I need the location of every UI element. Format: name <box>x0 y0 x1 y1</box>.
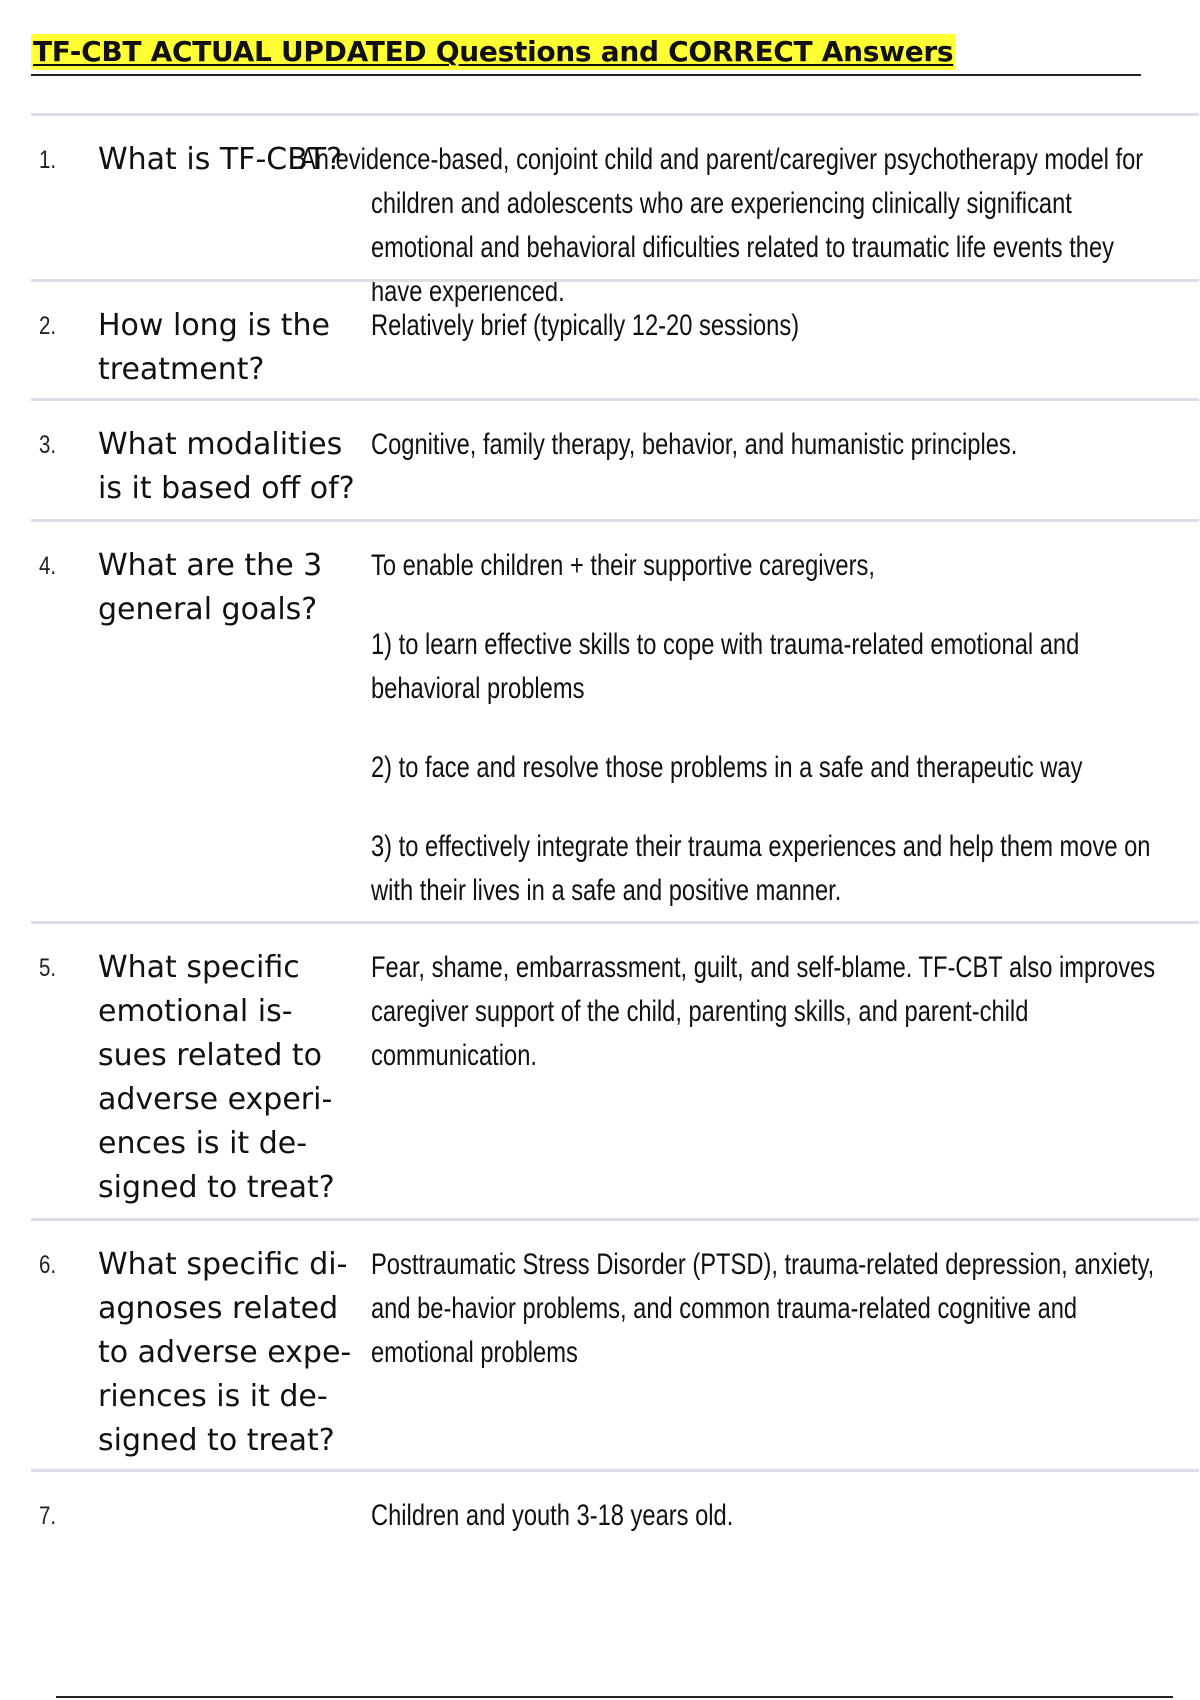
qa-answer <box>371 544 1169 913</box>
qa-answer-paragraph: Children and youth 3-18 years old. <box>371 1499 734 1532</box>
qa-answer-paragraph: Cognitive, family therapy, behavior, and humanistic principles. <box>371 428 1018 461</box>
qa-answer-paragraph: Fear, shame, embarrassment, guilt, and self-blame. TF-CBT also improves caregiver support of the child, parenting skills, and parent-child communication. <box>371 951 1156 1072</box>
qa-number: 5. <box>39 954 57 982</box>
qa-row-7 <box>31 1469 1199 1569</box>
document-title: TF-CBT ACTUAL UPDATED Questions and CORRECT Answers <box>33 35 954 68</box>
qa-number: 2. <box>39 312 57 340</box>
qa-question: What specific emotional is-sues related to adverse experi-ences is it de-signed to treat? <box>98 950 335 1205</box>
qa-answer-first-line: An evidence-based, conjoint child and parent/caregiver psychotherapy model for <box>300 143 1144 176</box>
qa-answer <box>371 1494 1189 1538</box>
qa-row-4 <box>31 519 1199 921</box>
qa-row-5 <box>31 921 1199 1218</box>
qa-answer-paragraph: 2) to face and resolve those problems in a safe and therapeutic way <box>371 751 1083 784</box>
qa-number: 3. <box>39 431 57 459</box>
footer-divider <box>56 1696 1173 1698</box>
qa-answer <box>371 304 1189 348</box>
qa-row-1 <box>31 113 1199 308</box>
qa-row-2 <box>31 279 1199 398</box>
qa-question: How long is the treatment? <box>98 308 331 387</box>
qa-answer-paragraph: To enable children + their supportive caregivers, <box>371 549 875 582</box>
qa-question: What is TF-CBT? <box>98 142 343 177</box>
qa-number: 6. <box>39 1251 57 1279</box>
qa-answer-paragraph: 3) to effectively integrate their trauma experiences and help them move on with their lives in a safe and positive manner. <box>371 830 1151 907</box>
qa-answer-paragraph: Posttraumatic Stress Disorder (PTSD), trauma-related depression, anxiety, and be-havior problems, and common trauma-related cognitive and emotional problems <box>371 1248 1155 1369</box>
qa-question: What modalities is it based off of? <box>98 427 355 506</box>
qa-answer <box>371 1243 1169 1375</box>
qa-answer-paragraph: Relatively brief (typically 12-20 sessions) <box>371 309 800 342</box>
qa-question: What specific di-agnoses related to adverse expe-riences is it de-signed to treat? <box>98 1247 352 1458</box>
qa-answer-paragraph: 1) to learn effective skills to cope with trauma-related emotional and behavioral problems <box>371 628 1080 705</box>
qa-row-6 <box>31 1218 1199 1469</box>
qa-answer <box>371 946 1169 1078</box>
qa-answer-paragraph: children and adolescents who are experiencing clinically significant emotional and behavioral diﬁculties related to traumatic life events they have experienced. <box>371 187 1115 308</box>
qa-answer <box>371 423 1189 467</box>
qa-question: What are the 3 general goals? <box>98 548 323 627</box>
qa-row-3 <box>31 398 1199 519</box>
qa-list <box>31 113 1199 1569</box>
qa-number: 4. <box>39 552 57 580</box>
title-bar <box>31 34 1141 76</box>
qa-number: 1. <box>39 146 57 174</box>
qa-number: 7. <box>39 1502 57 1530</box>
